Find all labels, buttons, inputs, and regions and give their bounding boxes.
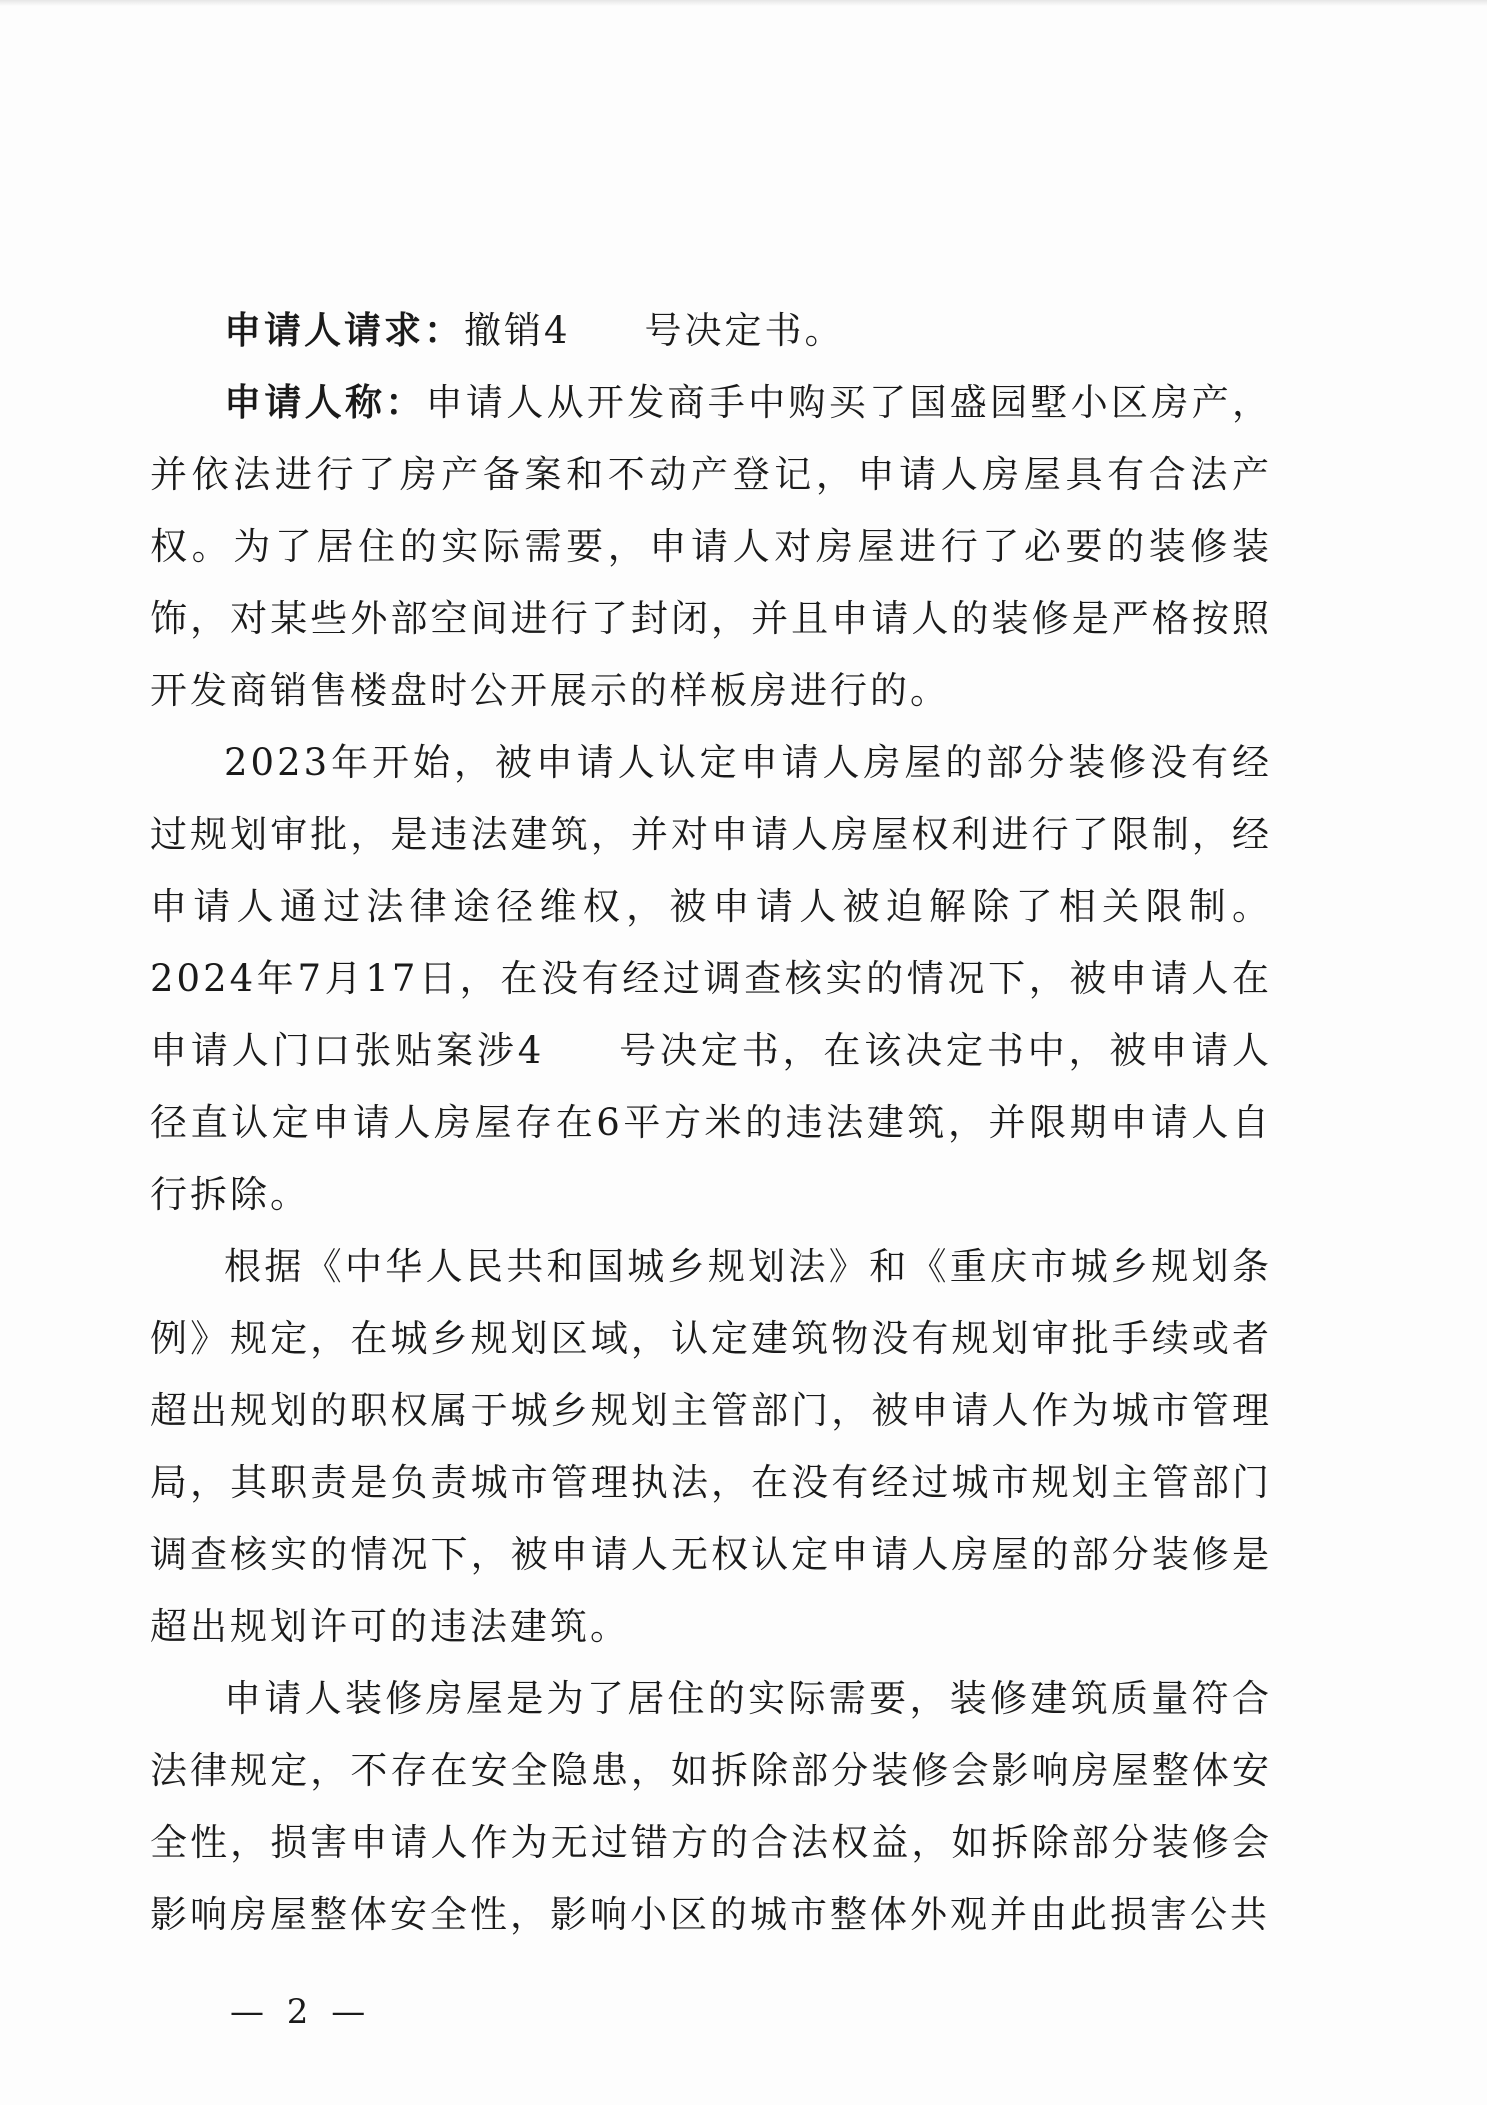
paragraph-text: 申请人装修房屋是为了居住的实际需要，装修建筑质量符合法律规定，不存在安全隐患，如拆除部分装修会影响房屋整体安全性，损害申请人作为无过错方的合法权益，如拆除部分装修会影响房屋整体安全性，影响小区的城市整体外观并由此损害公共 xyxy=(150,1677,1272,1936)
paragraph-request xyxy=(150,295,1272,367)
scan-edge xyxy=(0,0,1487,6)
paragraph-lead: 申请人称： xyxy=(224,381,426,424)
paragraph-text: 2023年开始，被申请人认定申请人房屋的部分装修没有经过规划审批，是违法建筑，并对申请人房屋权利进行了限制，经申请人通过法律途径维权，被申请人被迫解除了相关限制。2024年7月17日，在没有经过调查核实的情况下，被申请人在申请人门口张贴案涉4 xyxy=(150,741,1272,1072)
paragraph-safety xyxy=(150,1663,1272,1951)
paragraph-lead: 申请人请求： xyxy=(224,309,464,352)
paragraph-text: 申请人从开发商手中购买了国盛园墅小区房产，并依法进行了房产备案和不动产登记，申请人房屋具有合法产权。为了居住的实际需要，申请人对房屋进行了必要的装修装饰，对某些外部空间进行了封闭，并且申请人的装修是严格按照开发商销售楼盘时公开展示的样板房进行的。 xyxy=(150,381,1273,712)
paragraph-events xyxy=(150,727,1272,1231)
page-number: — 2 — xyxy=(230,1992,372,2032)
paragraph-text: 号决定书。 xyxy=(644,309,845,352)
paragraph-claim xyxy=(150,367,1272,727)
paragraph-legal-basis xyxy=(150,1231,1272,1663)
paragraph-text: 撤销4 xyxy=(464,309,571,352)
document-body xyxy=(150,295,1272,1951)
paragraph-text: 根据《中华人民共和国城乡规划法》和《重庆市城乡规划条例》规定，在城乡规划区域，认定建筑物没有规划审批手续或者超出规划的职权属于城乡规划主管部门，被申请人作为城市管理局，其职责是负责城市管理执法，在没有经过城市规划主管部门调查核实的情况下，被申请人无权认定申请人房屋的部分装修是超出规划许可的违法建筑。 xyxy=(150,1245,1272,1648)
paragraph-text: 号决定书，在该决定书中，被申请人径直认定申请人房屋存在6平方米的违法建筑，并限期申请人自行拆除。 xyxy=(150,1029,1272,1216)
